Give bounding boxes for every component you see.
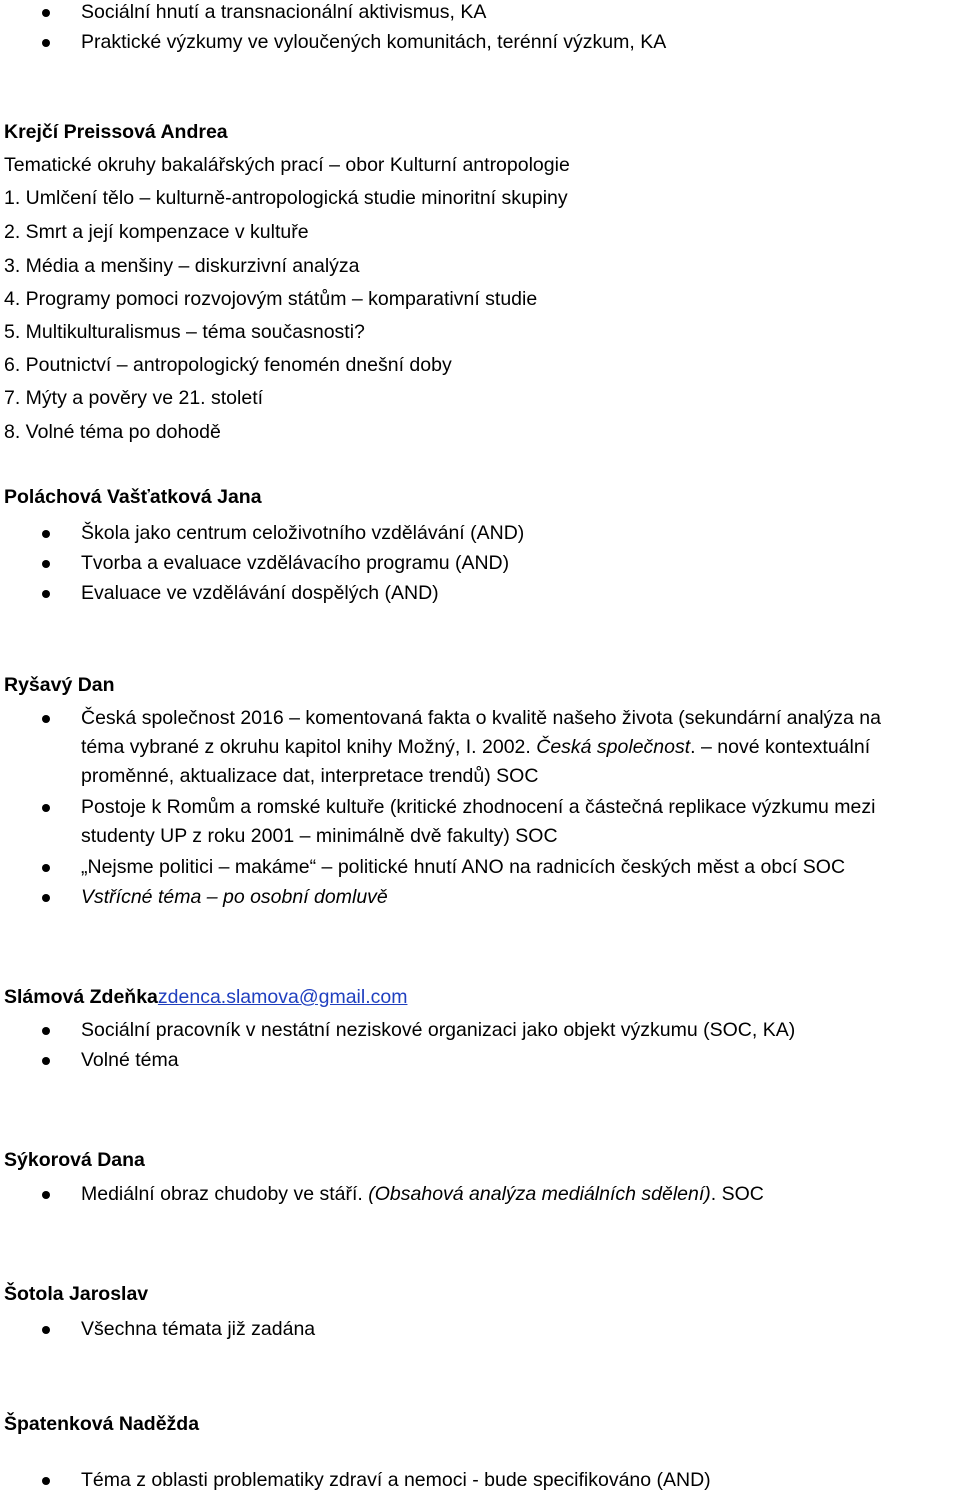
- list-item: Praktické výzkumy ve vyloučených komunitách, terénní výzkum, KA: [81, 31, 667, 53]
- bullet-icon: [42, 715, 50, 723]
- bullet-icon: [42, 1057, 50, 1065]
- numbered-item: 3. Média a menšiny – diskurzivní analýza: [4, 255, 360, 277]
- bullet-icon: [42, 804, 50, 812]
- numbered-item: 5. Multikulturalismus – téma současnosti?: [4, 321, 365, 343]
- bullet-icon: [42, 894, 50, 902]
- bullet-icon: [42, 1027, 50, 1035]
- bullet-icon: [42, 1191, 50, 1199]
- supervisor-name: Sýkorová Dana: [4, 1149, 145, 1171]
- list-item-text: téma vybrané z okruhu kapitol knihy Možný, I. 2002.: [81, 736, 537, 758]
- numbered-item: 1. Umlčení tělo – kulturně-antropologická studie minoritní skupiny: [4, 187, 568, 209]
- numbered-item: 6. Poutnictví – antropologický fenomén dnešní doby: [4, 354, 452, 376]
- supervisor-name: Špatenková Naděžda: [4, 1413, 200, 1435]
- bullet-icon: [42, 590, 50, 598]
- list-item-line: studenty UP z roku 2001 – minimálně dvě fakulty) SOC: [81, 825, 558, 847]
- email-link[interactable]: zdenca.slamova@gmail.com: [157, 986, 408, 1008]
- list-item-line: [81, 735, 870, 759]
- list-item: „Nejsme politici – makáme“ – politické hnutí ANO na radnicích českých měst a obcí SOC: [81, 856, 846, 878]
- supervisor-line: [4, 985, 407, 1009]
- list-item-line: proměnné, aktualizace dat, interpretace trendů) SOC: [81, 765, 539, 787]
- list-item: [81, 1182, 764, 1206]
- list-item: Evaluace ve vzdělávání dospělých (AND): [81, 582, 439, 604]
- bullet-icon: [42, 530, 50, 538]
- book-title: Česká společnost: [536, 736, 691, 758]
- section-heading: Tematické okruhy bakalářských prací – obor Kulturní antropologie: [4, 154, 570, 176]
- list-item-text: Mediální obraz chudoby ve stáří.: [81, 1183, 369, 1205]
- supervisor-name: Šotola Jaroslav: [4, 1283, 149, 1305]
- numbered-item: 2. Smrt a její kompenzace v kultuře: [4, 221, 309, 243]
- list-item-note: (Obsahová analýza mediálních sdělení): [368, 1183, 711, 1205]
- bullet-icon: [42, 864, 50, 872]
- bullet-icon: [42, 1326, 50, 1334]
- list-item-text: . – nové kontextuální: [690, 736, 871, 758]
- list-item-line: Česká společnost 2016 – komentovaná fakta o kvalitě našeho života (sekundární analýza na: [81, 707, 881, 729]
- bullet-icon: [42, 560, 50, 568]
- supervisor-name: Slámová Zdeňka: [4, 986, 158, 1008]
- numbered-item: 4. Programy pomoci rozvojovým státům – komparativní studie: [4, 288, 538, 310]
- bullet-icon: [42, 9, 50, 17]
- bullet-icon: [42, 39, 50, 47]
- list-item-line: Postoje k Romům a romské kultuře (kritické zhodnocení a částečná replikace výzkumu mezi: [81, 796, 876, 818]
- list-item: Sociální pracovník v nestátní neziskové organizaci jako objekt výzkumu (SOC, KA): [81, 1019, 796, 1041]
- list-item: Téma z oblasti problematiky zdraví a nemoci - bude specifikováno (AND): [81, 1469, 711, 1491]
- supervisor-name: Krejčí Preissová Andrea: [4, 121, 228, 143]
- list-item-text: . SOC: [710, 1183, 764, 1205]
- list-item: Všechna témata již zadána: [81, 1318, 316, 1340]
- supervisor-name: Ryšavý Dan: [4, 674, 115, 696]
- list-item: Tvorba a evaluace vzdělávacího programu (AND): [81, 552, 510, 574]
- list-item: Sociální hnutí a transnacionální aktivismus, KA: [81, 1, 487, 23]
- supervisor-name: Poláchová Vašťatková Jana: [4, 486, 262, 508]
- list-item: Škola jako centrum celoživotního vzdělávání (AND): [81, 522, 525, 544]
- bullet-icon: [42, 1477, 50, 1485]
- list-item: Vstřícné téma – po osobní domluvě: [81, 886, 388, 908]
- list-item: Volné téma: [81, 1049, 179, 1071]
- numbered-item: 7. Mýty a pověry ve 21. století: [4, 387, 264, 409]
- numbered-item: 8. Volné téma po dohodě: [4, 421, 221, 443]
